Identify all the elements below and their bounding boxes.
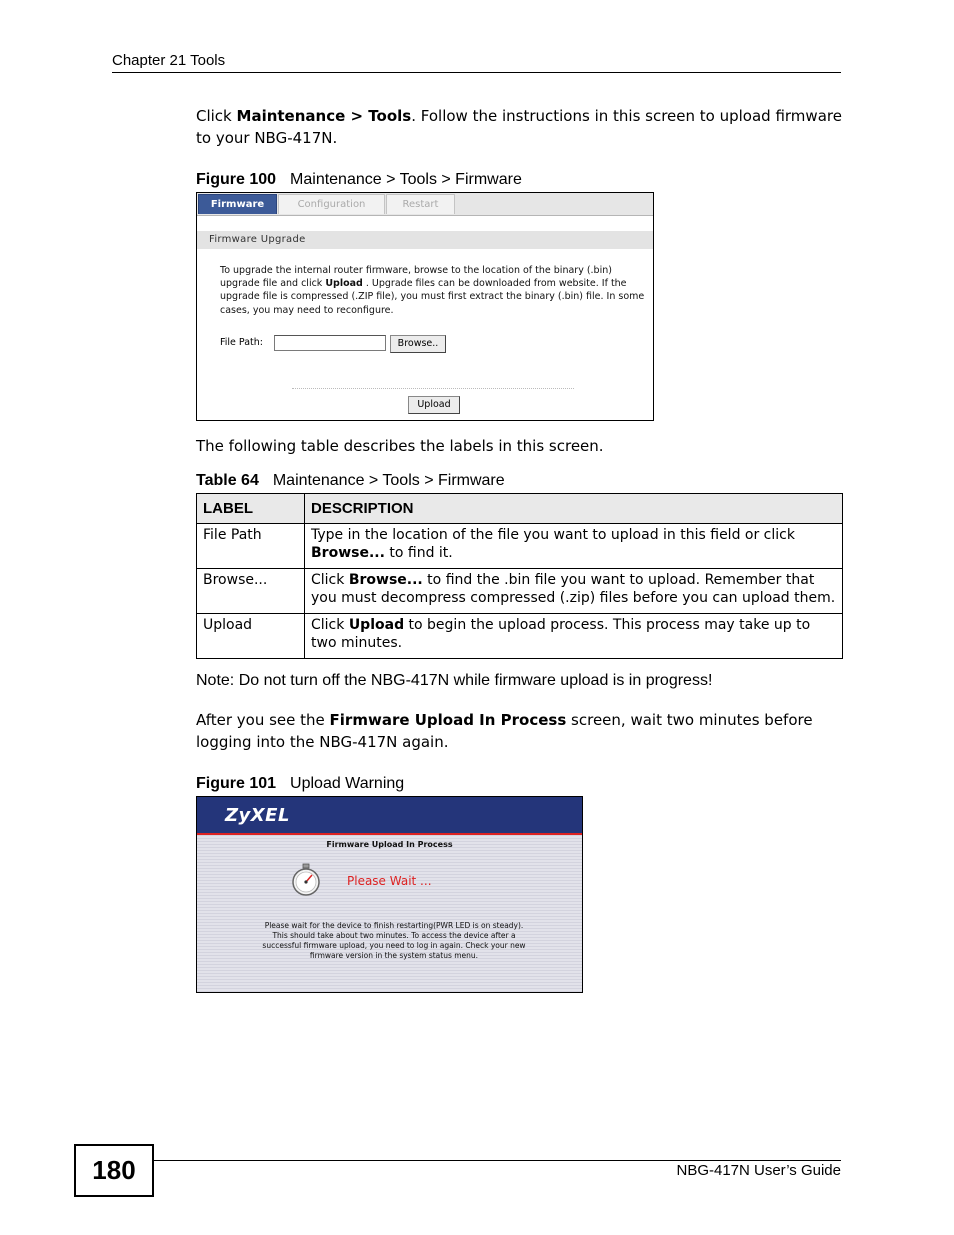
table-row [197,614,843,659]
tab-configuration[interactable]: Configuration [278,194,385,214]
desc-bold: Browse... [311,545,385,561]
section-title: Firmware Upgrade [209,234,306,245]
following-paragraph: The following table describes the labels in this screen. [196,437,604,455]
row-label: Upload [197,614,305,659]
zyxel-header-bar [197,797,582,833]
instructions-part-1: To upgrade the internal router firmware, browse to the location of the binary (.bin) upgrade file and click [220,265,612,290]
stopwatch-icon [289,863,323,897]
desc-text: to find it. [384,545,453,561]
labels-table [196,493,843,659]
header-label: LABEL [197,494,305,524]
instructions-part-2: . Upgrade files can be downloaded from website. If the upgrade file is compressed (.ZIP file), you must first extract the binary (.bin) file. In some cases, you may need to reconfigure. [220,278,645,316]
tab-restart[interactable]: Restart [386,194,455,214]
firmware-instructions [220,264,650,317]
please-wait-text: Please Wait ... [347,874,432,888]
intro-paragraph [196,105,846,149]
intro-text-1: Click [196,107,237,125]
figure-101-title: Upload Warning [290,775,405,792]
footer-rule [152,1160,841,1161]
figure-100-number: Figure 100 [196,171,277,188]
chapter-header: Chapter 21 Tools [112,52,226,69]
desc-text: to begin the upload process. This process may take up to two minutes. [311,617,811,651]
after-paragraph [196,709,846,753]
table-64-number: Table 64 [196,472,259,489]
table-row [197,569,843,614]
header-red-stripe [197,833,582,835]
row-description [305,614,843,659]
separator-line [292,388,574,389]
zyxel-logo: ZyXEL [225,805,290,826]
browse-button[interactable]: Browse.. [390,335,446,353]
figure-100-caption [196,171,522,189]
upload-process-heading: Firmware Upload In Process [326,840,453,849]
header-description: DESCRIPTION [305,494,843,524]
desc-bold: Browse... [348,572,423,588]
figure-101-caption [196,775,404,793]
desc-text: Click [311,572,349,588]
after-text-1: After you see the [196,711,330,729]
table-header-row [197,494,843,524]
header-rule [112,72,841,73]
desc-text: Click [311,617,349,633]
instructions-bold-upload: Upload [325,278,363,290]
upload-warning-screenshot [196,796,583,993]
row-description [305,524,843,569]
intro-text-2: . Follow the instructions in this screen to upload firmware to your NBG-417N. [196,107,842,147]
tab-bar [197,193,653,216]
file-path-input[interactable] [274,335,386,351]
table-64-title: Maintenance > Tools > Firmware [272,472,505,489]
guide-title: NBG-417N User’s Guide [676,1162,841,1179]
desc-text: Type in the location of the file you want to upload in this field or click [311,527,795,543]
intro-bold-path: Maintenance > Tools [236,107,412,125]
row-description [305,569,843,614]
file-path-label: File Path: [220,337,263,348]
firmware-screenshot [196,192,654,421]
desc-bold: Upload [348,617,405,633]
desc-text: to find the .bin file you want to upload. Remember that you must decompress compressed (.zip) files before you can upload them. [311,572,836,606]
firmware-upgrade-section [197,231,653,249]
figure-101-number: Figure 101 [196,775,277,792]
upload-wait-message: Please wait for the device to finish restarting(PWR LED is on steady). This should take about two minutes. To access the device after a successful firmware upload, you need to log in again. Check your new firmware version in the system status menu. [262,921,526,960]
figure-100-title: Maintenance > Tools > Firmware [290,171,522,188]
upload-button[interactable]: Upload [408,396,460,414]
row-label: Browse... [197,569,305,614]
tab-firmware[interactable]: Firmware [198,194,277,214]
after-text-2: screen, wait two minutes before logging into the NBG-417N again. [196,711,813,751]
after-bold: Firmware Upload In Process [329,711,567,729]
page-number: 180 [74,1144,154,1197]
row-label: File Path [197,524,305,569]
note-text: Note: Do not turn off the NBG-417N while firmware upload is in progress! [196,672,713,689]
table-64-caption [196,472,505,490]
table-row [197,524,843,569]
